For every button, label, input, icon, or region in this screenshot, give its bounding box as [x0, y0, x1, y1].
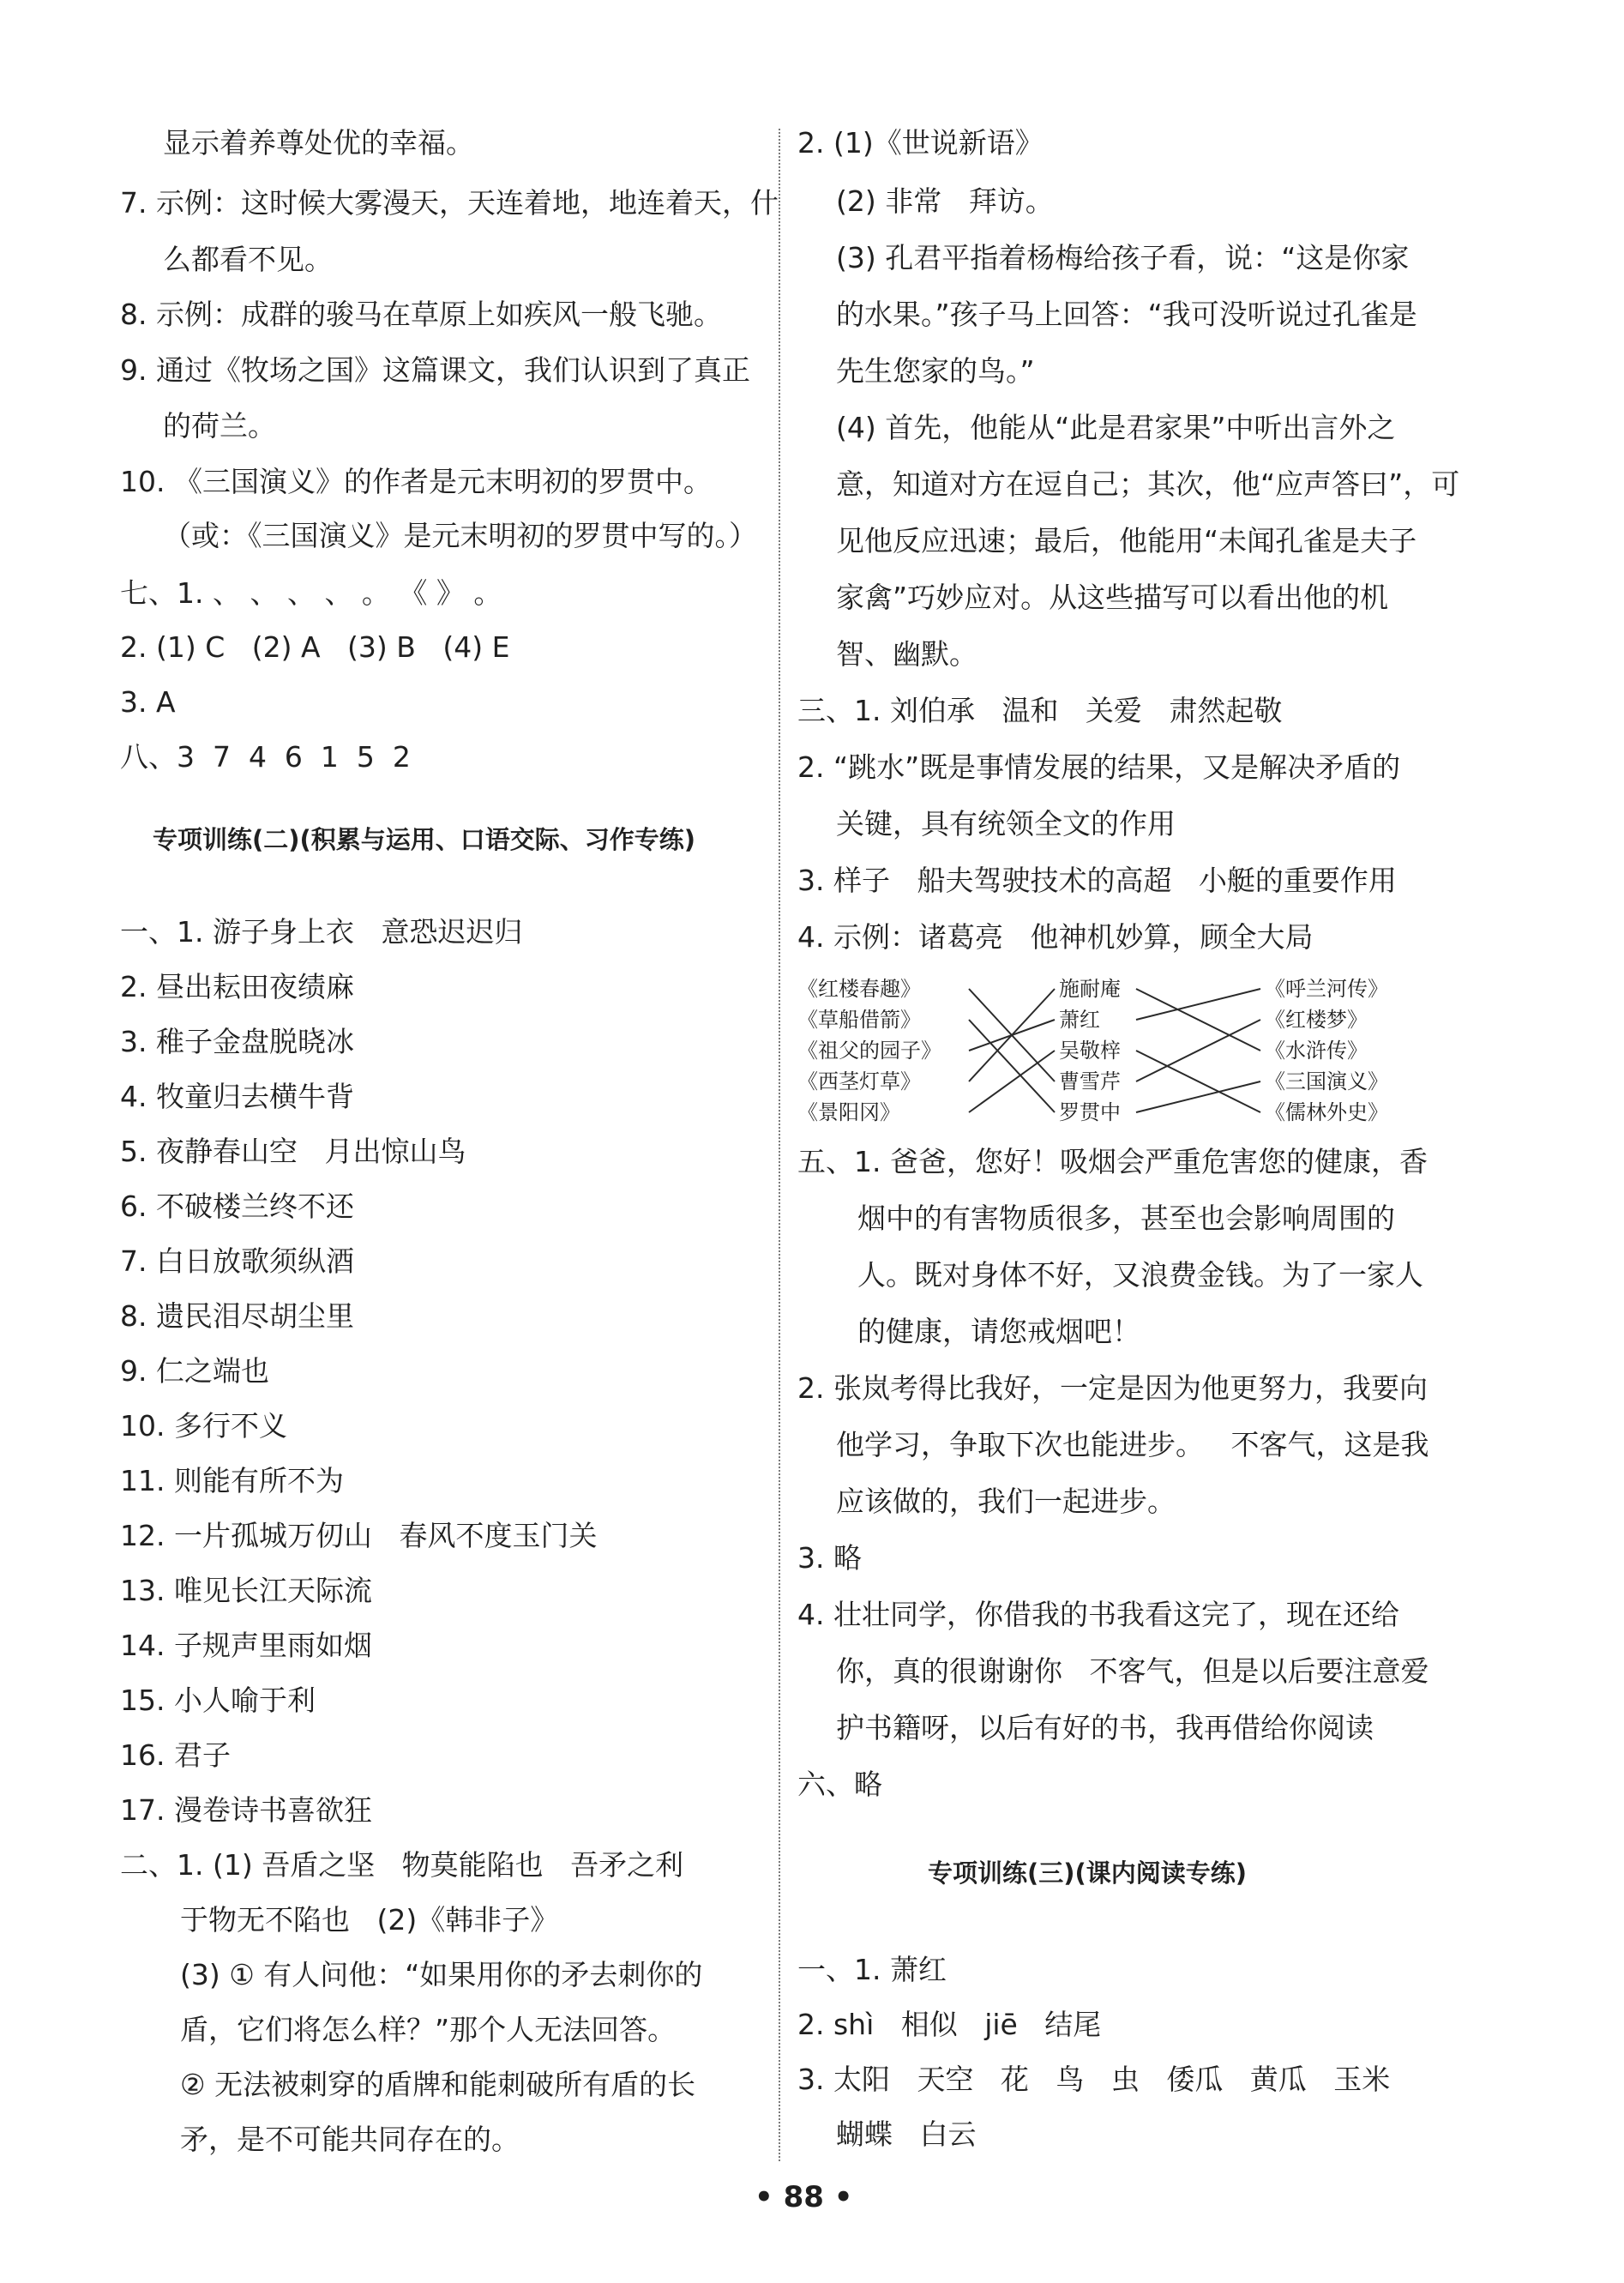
book-title: 《西茎灯草》 [797, 1069, 921, 1093]
text-line: 三、1. 刘伯承 温和 关爱 肃然起敬 [797, 694, 1283, 727]
text-line: 9. 仁之端也 [120, 1354, 269, 1388]
text-line: 3. 略 [797, 1541, 862, 1575]
text-line: 12. 一片孤城万仞山 春风不度玉门关 [120, 1519, 598, 1552]
text-line: 的荷兰。 [163, 409, 276, 443]
work-title: 《三国演义》 [1265, 1069, 1388, 1093]
match-line [1136, 1081, 1260, 1112]
author-name: 施耐庵 [1059, 977, 1121, 1001]
text-line: 17. 漫卷诗书喜欲狂 [120, 1793, 372, 1827]
book-title: 《草船借箭》 [797, 1008, 921, 1032]
work-title: 《呼兰河传》 [1265, 977, 1388, 1001]
work-title: 《儒林外史》 [1265, 1100, 1388, 1124]
book-title: 《景阳冈》 [797, 1100, 900, 1124]
text-line: 意，知道对方在逗自己；其次，他“应声答曰”，可 [836, 467, 1460, 501]
author-name: 曹雪芹 [1059, 1069, 1121, 1093]
text-line: 8. 示例：成群的骏马在草原上如疾风一般飞驰。 [120, 298, 722, 331]
author-name: 吴敬梓 [1059, 1039, 1121, 1063]
text-line: 7. 白日放歌须纵酒 [120, 1244, 354, 1278]
text-line: 11. 则能有所不为 [120, 1464, 344, 1497]
text-line: 护书籍呀，以后有好的书，我再借给你阅读 [836, 1711, 1374, 1744]
text-line: 关键，具有统领全文的作用 [836, 807, 1176, 840]
text-line: 9. 通过《牧场之国》这篇课文，我们认识到了真正 [120, 353, 750, 387]
text-line: 智、幽默。 [836, 637, 977, 671]
text-line: （或：《三国演义》是元末明初的罗贯中写的。） [163, 519, 757, 552]
text-line: 人。既对身体不好，又浪费金钱。为了一家人 [857, 1258, 1423, 1292]
text-line: 10. 多行不义 [120, 1409, 287, 1443]
text-line: 16. 君子 [120, 1738, 231, 1772]
author-name: 萧红 [1059, 1008, 1100, 1032]
author-name: 罗贯中 [1059, 1100, 1121, 1124]
text-line: 的健康，请您戒烟吧！ [857, 1315, 1140, 1348]
text-line: 家禽”巧妙应对。从这些描写可以看出他的机 [836, 581, 1389, 614]
text-line: 10. 《三国演义》的作者是元末明初的罗贯中。 [120, 465, 712, 498]
text-line: 见他反应迅速；最后，他能用“未闻孔雀是夫子 [836, 524, 1417, 557]
text-line: 蝴蝶 白云 [836, 2117, 977, 2151]
book-title: 《祖父的园子》 [797, 1039, 941, 1063]
text-line: 一、1. 游子身上衣 意恐迟迟归 [120, 915, 523, 949]
text-line: 2. (1) C (2) A (3) B (4) E [120, 630, 510, 664]
text-line: 2. shì 相似 jiē 结尾 [797, 2008, 1102, 2041]
match-line [1136, 1051, 1260, 1112]
matching-diagram [797, 973, 1436, 1128]
text-line: 15. 小人喻于利 [120, 1684, 316, 1717]
text-line: (2) 非常 拜访。 [836, 184, 1054, 218]
text-line: 的水果。”孩子马上回答：“我可没听说过孔雀是 [836, 298, 1417, 331]
text-line: 6. 不破楼兰终不还 [120, 1190, 354, 1223]
text-line: 2. 张岚考得比我好，一定是因为他更努力，我要向 [797, 1371, 1428, 1405]
text-line: 2. (1)《世说新语》 [797, 126, 1044, 160]
text-line: 7. 示例：这时候大雾漫天，天连着地，地连着天，什 [120, 186, 779, 220]
text-line: 五、1. 爸爸，您好！吸烟会严重危害您的健康，香 [797, 1145, 1428, 1178]
text-line: 矛，是不可能共同存在的。 [180, 2123, 520, 2156]
text-line: 应该做的，我们一起进步。 [836, 1485, 1176, 1518]
text-line: 4. 牧童归去横牛背 [120, 1080, 354, 1113]
section-heading: 专项训练(二)(积累与运用、口语交际、习作专练) [153, 825, 696, 854]
book-title: 《红楼春趣》 [797, 977, 921, 1001]
text-line: 先生您家的鸟。” [836, 354, 1035, 388]
text-line: 盾，它们将怎么样？”那个人无法回答。 [180, 2013, 677, 2046]
text-line: 14. 子规声里雨如烟 [120, 1629, 372, 1662]
text-line: 2. “跳水”既是事情发展的结果，又是解决矛盾的 [797, 750, 1401, 784]
text-line: 你，真的很谢谢你 不客气，但是以后要注意爱 [836, 1654, 1429, 1688]
text-line: 二、1. (1) 吾盾之坚 物莫能陷也 吾矛之利 [120, 1848, 684, 1882]
section-heading: 专项训练(三)(课内阅读专练) [928, 1858, 1248, 1888]
text-line: 3. 稚子金盘脱晓冰 [120, 1025, 354, 1058]
match-line [1136, 989, 1260, 1051]
match-line [1136, 1020, 1260, 1081]
work-title: 《水浒传》 [1265, 1039, 1368, 1063]
text-line: ② 无法被刺穿的盾牌和能刺破所有盾的长 [180, 2068, 696, 2101]
text-line: 2. 昼出耘田夜绩麻 [120, 970, 354, 1003]
text-line: 8. 遗民泪尽胡尘里 [120, 1299, 354, 1333]
text-line: 3. 样子 船夫驾驶技术的高超 小艇的重要作用 [797, 864, 1397, 897]
match-line [969, 1020, 1055, 1112]
text-line: 么都看不见。 [163, 243, 333, 276]
text-line: 4. 壮壮同学，你借我的书我看这完了，现在还给 [797, 1598, 1399, 1631]
text-line: 他学习，争取下次也能进步。 不客气，这是我 [836, 1428, 1429, 1461]
match-line [1136, 989, 1260, 1020]
text-line: (3) ① 有人问他：“如果用你的矛去刺你的 [180, 1958, 703, 1991]
text-line: 显示着养尊处优的幸福。 [163, 126, 474, 160]
work-title: 《红楼梦》 [1265, 1008, 1368, 1032]
text-line: 六、略 [797, 1768, 882, 1801]
page-number: • 88 • [755, 2180, 853, 2214]
text-line: 八、3 7 4 6 1 5 2 [120, 740, 411, 774]
text-line: 5. 夜静春山空 月出惊山鸟 [120, 1135, 466, 1168]
text-line: 13. 唯见长江天际流 [120, 1574, 372, 1607]
text-line: 3. 太阳 天空 花 鸟 虫 倭瓜 黄瓜 玉米 [797, 2063, 1391, 2096]
text-line: (4) 首先，他能从“此是君家果”中听出言外之 [836, 411, 1396, 444]
text-line: 3. A [120, 685, 176, 719]
text-line: (3) 孔君平指着杨梅给孩子看，说：“这是你家 [836, 241, 1410, 274]
column-divider [779, 129, 780, 2161]
text-line: 于物无不陷也 (2)《韩非子》 [180, 1903, 559, 1937]
text-line: 烟中的有害物质很多，甚至也会影响周围的 [857, 1202, 1395, 1235]
match-line [969, 1051, 1055, 1112]
text-line: 一、1. 萧红 [797, 1953, 947, 1986]
text-line: 4. 示例：诸葛亮 他神机妙算，顾全大局 [797, 920, 1314, 954]
text-line: 七、1. 、 、 、 、 。 《 》 。 [120, 576, 502, 610]
